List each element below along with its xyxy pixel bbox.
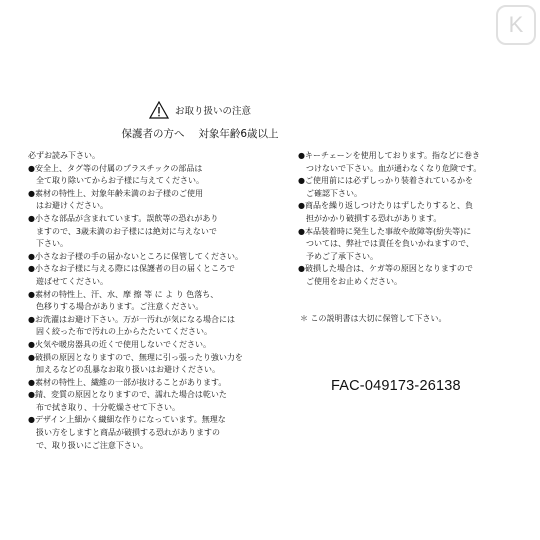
- guardian-age-notice: 保護者の方へ 対象年齢6歳以上: [121, 128, 279, 140]
- right-instructions: [298, 150, 481, 289]
- instruction-line: 下さい。: [28, 239, 68, 249]
- instruction-line: 布で拭き取り、十分乾燥させて下さい。: [28, 402, 180, 412]
- caution-title: お取り扱いの注意: [174, 106, 251, 117]
- instruction-line: ●キーチェーンを使用しております。指などに巻き: [298, 151, 480, 160]
- instruction-line: はお避けください。: [28, 201, 108, 211]
- instruction-line: ●小さなお子様に与える際には保護者の目の届くところで: [28, 264, 235, 274]
- instruction-line: ●錆、変質の原因となりますので、濡れた場合は乾いた: [28, 390, 227, 400]
- instruction-line: 固く絞った布で汚れの上からたたいてください。: [28, 327, 212, 337]
- instruction-line: 遊ばせてください。: [28, 276, 108, 286]
- instruction-line: ●破損の原因となりますので、無理に引っ張ったり強い力を: [28, 352, 243, 362]
- keep-manual-note: ＊ この説明書は大切に保管して下さい。: [300, 314, 447, 323]
- instruction-line: 扱い方をしますと商品が破損する恐れがありますの: [28, 428, 220, 438]
- instruction-line: ●破損した場合は、ケガ等の原因となりますので: [298, 264, 473, 274]
- instruction-line: 加えるなどの乱暴なお取り扱いはお避けください。: [28, 365, 220, 375]
- instruction-line: ●ご使用前には必ずしっかり装着されているかを: [298, 176, 473, 186]
- instruction-line: 全て取り除いてからお子様に与えてください。: [28, 176, 204, 186]
- instruction-line: ●火気や暖房器具の近くで使用しないでください。: [28, 339, 211, 349]
- instruction-line: ますので、3歳未満のお子様には絶対に与えないで: [28, 226, 217, 236]
- instruction-line: ●本品装着時に発生した事故や故障等(紛失等)に: [298, 226, 472, 236]
- instruction-line: ●お洗濯はお避け下さい。万が一汚れが気になる場合には: [28, 314, 235, 324]
- k-badge-icon: K: [496, 5, 536, 45]
- instruction-line: ●デザイン上細かく繊細な作りになっています。無理な: [28, 415, 226, 425]
- instruction-line: ●商品を繰り返しつけたりはずしたりすると、負: [298, 201, 473, 211]
- instruction-line: 予めご了承下さい。: [298, 251, 378, 261]
- instruction-line: ●素材の特性上、繊維の一部が抜けることがあります。: [28, 377, 227, 387]
- instruction-line: 必ずお読み下さい。: [28, 151, 100, 160]
- instruction-line: ●素材の特性上、汗、水、摩 擦 等 に よ り 色落ち、: [28, 289, 219, 299]
- caution-header: [0, 101, 400, 119]
- instruction-line: ご確認下さい。: [298, 188, 362, 198]
- instruction-line: つけないで下さい。血が通わなくなり危険です。: [298, 163, 482, 173]
- instruction-line: ●小さなお子様の手の届かないところに保管してください。: [28, 251, 243, 261]
- left-instructions: [28, 150, 243, 452]
- instruction-line: 担がかかり破損する恐れがあります。: [298, 213, 442, 223]
- instruction-line: ●素材の特性上、対象年齢未満のお子様のご使用: [28, 188, 203, 198]
- instruction-line: ●小さな部品が含まれています。誤飲等の恐れがあり: [28, 213, 219, 223]
- instruction-line: で、取り扱いにご注意下さい。: [28, 440, 148, 450]
- instruction-line: 色移りする場合があります。ご注意ください。: [28, 302, 204, 312]
- warning-triangle-icon: [149, 101, 169, 119]
- instruction-line: ●安全上、タグ等の付属のプラスチックの部品は: [28, 163, 203, 173]
- product-code: FAC-049173-26138: [331, 378, 461, 394]
- instruction-line: ついては、弊社では責任を負いかねますので、: [298, 239, 474, 249]
- instruction-line: ご使用をお止めください。: [298, 276, 402, 286]
